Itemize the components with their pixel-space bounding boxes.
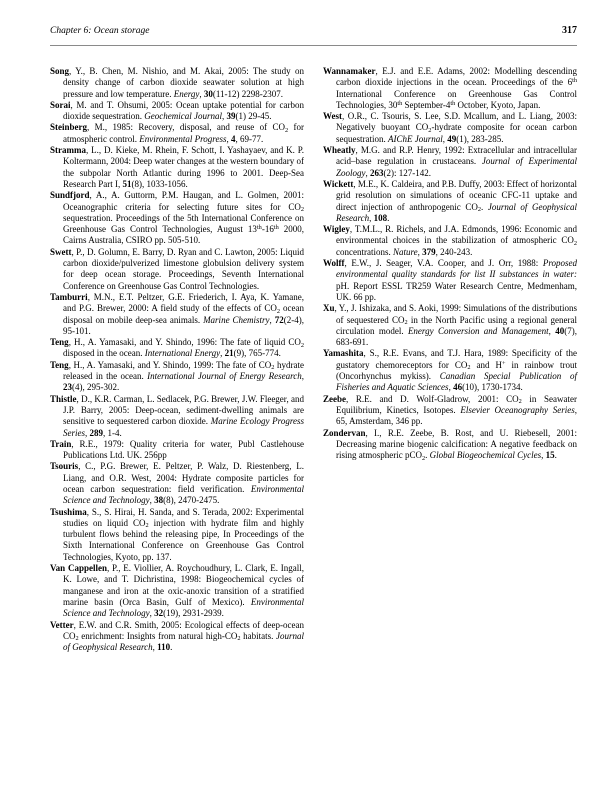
reference-text: 2 xyxy=(276,307,280,315)
reference-entry xyxy=(50,145,304,190)
reference-text: pH. Report ESSL TR259 Water Research Centre, Medmenham, UK. 66 pp. xyxy=(336,280,577,302)
reference-entry xyxy=(323,394,577,428)
reference-author: Sundfjord xyxy=(50,190,90,201)
reference-text: habitats. xyxy=(240,630,276,641)
reference-text: th xyxy=(397,99,403,107)
reference-text: , M. and T. Ohsumi, 2005: Ocean uptake potential for carbon dioxide sequestration. xyxy=(63,99,304,122)
reference-text: , xyxy=(417,246,423,257)
reference-entry xyxy=(50,507,304,563)
reference-author: Train xyxy=(50,438,72,449)
reference-author: 108 xyxy=(373,212,388,223)
reference-author: 40 xyxy=(555,325,565,336)
reference-author: 49 xyxy=(447,133,457,144)
reference-text: , M.N., E.T. Peltzer, G.E. Friederich, I. Aya, K. Yamane, and P.G. Brewer, 2000: A field study of the effects of CO xyxy=(63,291,304,314)
reference-text: (7), 683-691. xyxy=(336,325,577,348)
reference-text: Marine Chemistry xyxy=(203,314,270,325)
reference-author: 379 xyxy=(422,246,436,257)
reference-text: , D., K.R. Carman, L. Sedlacek, P.G. Brewer, J.W. Fleeger, and J.P. Barry, 2005: Deep-ocean, sediment-dwelling animals are sensitive to sequestered carbon dioxide. xyxy=(63,393,304,427)
reference-text: 2 xyxy=(300,206,304,214)
reference-text: . xyxy=(170,642,173,653)
reference-entry xyxy=(323,348,577,393)
reference-entry xyxy=(50,337,304,360)
page-number: 317 xyxy=(562,25,577,36)
reference-text: th xyxy=(450,99,456,107)
reference-entry xyxy=(50,461,304,506)
reference-entry xyxy=(50,292,304,337)
reference-entry xyxy=(323,258,577,303)
reference-author: 289 xyxy=(89,427,103,438)
reference-text: (11-12) 2298-2307. xyxy=(212,88,284,99)
reference-text: -hydrate composite for ocean carbon sequestration. xyxy=(336,122,577,144)
reference-text: , H., A. Yamasaki, and Y. Shindo, 1999: The fate of CO xyxy=(68,359,272,370)
reference-author: Van Cappellen xyxy=(50,563,107,574)
chapter-title: Chapter 6: Ocean storage xyxy=(50,26,150,36)
reference-text: 2 xyxy=(422,454,426,462)
reference-entry xyxy=(50,100,304,123)
reference-text: (19), 2931-2939. xyxy=(163,608,224,619)
reference-text: , xyxy=(221,111,227,122)
reference-text: . xyxy=(554,450,557,461)
reference-text: (9), 765-774. xyxy=(233,348,281,359)
reference-text: , I., R.E. Zeebe, B. Rost, and U. Riebesell, 2001: Decreasing marine biogenic calcification: A negative feedback on rising atmospheric pCO xyxy=(336,427,577,461)
reference-text: for atmospheric control. xyxy=(63,122,304,144)
reference-entry xyxy=(50,360,304,394)
reference-author: Yamashita xyxy=(323,348,364,359)
reference-author: 38 xyxy=(154,495,164,506)
reference-text: International Energy xyxy=(144,348,221,359)
reference-text: , xyxy=(149,608,155,619)
reference-text: September-4 xyxy=(402,99,451,110)
reference-author: Tsouris xyxy=(50,461,79,472)
reference-author: Song xyxy=(50,66,70,76)
reference-author: Tsushima xyxy=(50,506,87,517)
reference-author: Teng xyxy=(50,337,69,348)
reference-text: , R.E., 1979: Quality criteria for water, Publ Castlehouse Publications Ltd. UK. 256pp xyxy=(63,438,304,461)
reference-author: Steinberg xyxy=(50,122,87,133)
reference-text: Proposed environmental quality standards for list II substances in water: xyxy=(336,258,577,280)
reference-entry xyxy=(50,247,304,292)
reference-text: , 1-4. xyxy=(103,427,122,438)
reference-text: 2 xyxy=(518,398,522,406)
reference-text: , E.W. and C.R. Smith, 2005: Ecological effects of deep-ocean CO xyxy=(63,619,304,641)
reference-entry xyxy=(323,179,577,224)
reference-text: , xyxy=(220,348,225,359)
reference-entry xyxy=(50,620,304,654)
reference-author: 15 xyxy=(545,450,555,461)
reference-text: Environmental Science and Technology xyxy=(63,483,304,506)
reference-text: 2 xyxy=(428,127,432,135)
reference-text: , xyxy=(152,642,158,653)
reference-author: 72 xyxy=(274,314,284,325)
reference-text: . xyxy=(425,450,430,461)
reference-author: West xyxy=(323,111,342,122)
reference-text: Marine Ecology Progress Series xyxy=(63,416,304,438)
reference-author: Wickett xyxy=(323,178,354,189)
reference-text: + xyxy=(502,359,506,367)
reference-author: 21 xyxy=(224,348,234,359)
reference-text: concentrations. xyxy=(336,246,393,257)
reference-text: injection with hydrate film and highly turbulent flows behind the releasing pipe, In Proceedings of the Sixth International Conference on Greenhouse Gas Control Technologies, Kyoto, pp. 137. xyxy=(63,517,304,562)
reference-text: 2 xyxy=(300,341,304,349)
reference-author: 32 xyxy=(154,608,164,619)
reference-text: , xyxy=(365,167,371,178)
reference-text: , 240-243. xyxy=(435,246,473,257)
reference-text: , R.E. and D. Wolf-Gladrow, 2001: CO xyxy=(346,393,519,404)
reference-entry xyxy=(323,145,577,179)
reference-text: , 65, Amsterdam, 346 pp. xyxy=(336,404,577,427)
reference-text: Journal of Experimental Zoology xyxy=(336,156,577,178)
reference-text: Nature xyxy=(392,246,418,257)
reference-text: , 69-77. xyxy=(235,133,264,144)
reference-text: , xyxy=(269,314,275,325)
reference-text: , xyxy=(199,88,204,99)
reference-text: , xyxy=(442,133,448,144)
references-left-column xyxy=(50,66,304,653)
reference-text: , xyxy=(448,382,454,393)
reference-author: Zondervan xyxy=(323,427,366,438)
reference-text: , xyxy=(548,325,556,336)
reference-text: Energy Conversion and Management xyxy=(407,325,549,336)
reference-text: hydrate released in the ocean. xyxy=(63,359,304,382)
reference-text: 2 xyxy=(573,240,577,248)
reference-text: International Conference on Greenhouse Gas Control Technologies, 30 xyxy=(336,88,577,110)
reference-author: Tamburri xyxy=(50,291,88,302)
reference-author: Swett xyxy=(50,246,72,257)
reference-text: and H xyxy=(470,359,503,370)
reference-text: Environmental Science and Technology xyxy=(63,596,304,619)
reference-text: (2): 127-142. xyxy=(383,167,432,178)
reference-text: -16 xyxy=(261,224,274,235)
reference-entry xyxy=(50,394,304,439)
reference-text: Environmental Progress xyxy=(139,133,227,144)
reference-text: 2000, Cairns Australia, CSIRO pp. 505-510. xyxy=(63,224,304,246)
reference-author: 39 xyxy=(226,111,236,122)
reference-author: 4 xyxy=(230,133,236,144)
reference-text: , C., P.G. Brewer, E. Peltzer, P. Walz, D. Riestenberg, L. Liang, and O.R. West, 2004: Hydrate composite particles for ocean carbon sequestration: field verification. xyxy=(63,461,304,494)
reference-entry xyxy=(323,428,577,462)
reference-text: , Y., J. Ishizaka, and S. Aoki, 1999: Simulations of the distributions of sequestered CO xyxy=(334,303,577,325)
reference-text: Canadian Special Publication of Fisheries and Aquatic Sciences xyxy=(336,371,577,393)
reference-text: Energy xyxy=(173,88,200,99)
reference-author: 263 xyxy=(370,167,384,178)
reference-text: 2 xyxy=(145,522,149,530)
reference-text: 2 xyxy=(75,635,79,643)
reference-text: 2 xyxy=(404,319,408,327)
reference-text: , O.R., C. Tsouris, S. Lee, S.D. Mcallum, and L. Liang, 2003: Negatively buoyant CO xyxy=(336,111,577,133)
reference-author: Wheatly xyxy=(323,145,356,156)
reference-text: Journal of Geophysical Research xyxy=(63,630,304,653)
reference-author: Sorai xyxy=(50,99,71,110)
reference-author: Thistle xyxy=(50,393,77,404)
reference-text: sequestration. Proceedings of the 5th International Conference on Greenhouse Gas Control Technologies, August 13 xyxy=(63,212,304,235)
reference-author: Wannamaker xyxy=(323,66,376,76)
reference-text: 2 xyxy=(284,127,289,135)
running-header xyxy=(50,0,577,46)
reference-entry xyxy=(50,122,304,145)
reference-author: Zeebe xyxy=(323,393,346,404)
reference-text: , xyxy=(149,495,155,506)
reference-text: 2 xyxy=(271,364,275,372)
reference-text: disposed in the ocean. xyxy=(63,348,145,359)
reference-text: Geochemical Journal xyxy=(144,111,222,122)
reference-entry xyxy=(323,66,577,111)
reference-author: 110 xyxy=(157,642,171,653)
reference-text: (2-4), 95-101. xyxy=(63,314,304,336)
reference-author: Teng xyxy=(50,359,69,370)
reference-text: (1) 29-45. xyxy=(235,111,272,122)
reference-text: , P., E. Viollier, A. Roychoudhury, L. Clark, E. Ingall, K. Lowe, and T. Dichristina, 1998: Biogeochemical cycles of manganese and iron at the oxic-anoxic transition of a stratified marine basin (Orca Basin, Gulf of Mexico). xyxy=(63,563,304,607)
reference-text: 2 xyxy=(467,364,471,372)
reference-author: 51 xyxy=(122,178,132,189)
reference-text: , xyxy=(301,371,304,382)
reference-text: October, Kyoto, Japan. xyxy=(455,99,541,110)
reference-text: , H., A. Yamasaki, and Y. Shindo, 1996: The fate of liquid CO xyxy=(68,337,301,348)
reference-text: . xyxy=(387,212,390,223)
reference-text: Elsevier Oceanography Series xyxy=(460,404,575,415)
reference-text: in Seawater Equilibrium, Kinetics, Isotopes. xyxy=(336,393,578,415)
reference-text: , L., D. Kieke, M. Rhein, F. Schott, I. Yashayaev, and K. P. Koltermann, 2004: Deep water changes at the western boundary of the subpolar North Atlantic during 1996 to 2001. Deep-Sea Research Part I, xyxy=(63,145,304,189)
reference-text: th xyxy=(256,224,262,232)
reference-text: . xyxy=(480,201,488,212)
reference-text: Journal of Geophysical Research xyxy=(336,201,577,223)
reference-text: (4), 295-302. xyxy=(72,382,120,393)
reference-text: (8), 2470-2475. xyxy=(163,495,220,506)
reference-author: 30 xyxy=(203,88,213,99)
reference-text: th xyxy=(572,77,577,85)
reference-text: , S., S. Hirai, H. Sanda, and S. Terada, 2002: Experimental studies on liquid CO xyxy=(63,506,304,528)
reference-author: Xu xyxy=(323,303,335,314)
reference-author: Wolff xyxy=(323,258,345,269)
reference-text: enrichment: Insights from natural high-CO xyxy=(78,630,238,641)
reference-entry xyxy=(50,439,304,462)
reference-text: , T.M.L., R. Richels, and J.A. Edmonds, 1996: Economic and environmental choices in the stabilization of atmospheric CO xyxy=(336,224,577,246)
reference-text: 2 xyxy=(477,206,481,214)
reference-text: Global Biogeochemical Cycles xyxy=(429,450,542,461)
reference-entry xyxy=(323,224,577,258)
reference-text: in rainbow trout (Oncorhynchus mykiss). xyxy=(336,359,577,382)
reference-text: 2 xyxy=(237,635,241,643)
reference-text: , S., R.E. Evans, and T.J. Hara, 1989: Specificity of the gustatory chemoreceptors for CO xyxy=(336,348,577,370)
reference-author: Wigley xyxy=(323,224,350,235)
reference-text: th xyxy=(273,224,279,232)
references-right-column xyxy=(323,66,577,653)
reference-text: , xyxy=(369,212,374,223)
reference-entry xyxy=(50,563,304,619)
reference-text: (1), 283-285. xyxy=(456,133,504,144)
reference-text: , M.E., K. Caldeira, and P.B. Duffy, 2003: Effect of horizontal grid resolution on simulations of oceanic CFC-11 uptake and direct injection of anthropogenic CO xyxy=(336,178,577,212)
reference-text: , E.W., J. Seager, V.A. Cooper, and J. Orr, 1988: xyxy=(344,258,543,269)
reference-text: , xyxy=(226,133,231,144)
reference-entry xyxy=(323,111,577,145)
reference-text: , A., A. Guttorm, P.M. Haugan, and L. Golmen, 2001: Oceanographic criteria for selecting future sites for CO xyxy=(63,190,304,212)
reference-text: , xyxy=(85,427,90,438)
reference-text: , P., D. Golumn, E. Barry, D. Ryan and C. Lawton, 2005: Liquid carbon dioxide/pulverized limestone globulsion delivery system for deep ocean storage. Proceedings, Seventh International Conference on Greenhouse Gas Control Technologies. xyxy=(63,246,304,291)
reference-text: in the North Pacific using a regional general circulation model. xyxy=(336,314,577,336)
reference-text: , Y., B. Chen, M. Nishio, and M. Akai, 2005: The study on density change of carbon dioxide seawater solution at high pressure and low temperature. xyxy=(63,66,304,99)
reference-text: International Journal of Energy Research xyxy=(147,371,302,382)
reference-entry xyxy=(323,303,577,348)
reference-author: Stramma xyxy=(50,145,86,156)
reference-text: , M., 1985: Recovery, disposal, and reuse of CO xyxy=(87,122,285,133)
reference-text: , xyxy=(541,450,546,461)
reference-entry xyxy=(50,190,304,246)
reference-author: 23 xyxy=(63,382,72,393)
reference-text: AIChE Journal xyxy=(388,133,443,144)
reference-entry xyxy=(50,66,304,100)
reference-text: ocean disposal on mobile deep-sea animals. xyxy=(63,303,304,325)
reference-author: Vetter xyxy=(50,619,74,630)
reference-columns xyxy=(50,66,577,653)
reference-author: 46 xyxy=(453,382,463,393)
reference-text: , M.G. and R.P. Henry, 1992: Extracellular and intracellular acid–base regulation in crustaceans. xyxy=(336,145,577,167)
reference-text: (8), 1033-1056. xyxy=(131,178,188,189)
reference-text: (10), 1730-1734. xyxy=(462,382,523,393)
reference-text: , E.J. and E.E. Adams, 2002: Modelling descending carbon dioxide injections in the ocean. Proceedings of the 6 xyxy=(336,66,577,88)
